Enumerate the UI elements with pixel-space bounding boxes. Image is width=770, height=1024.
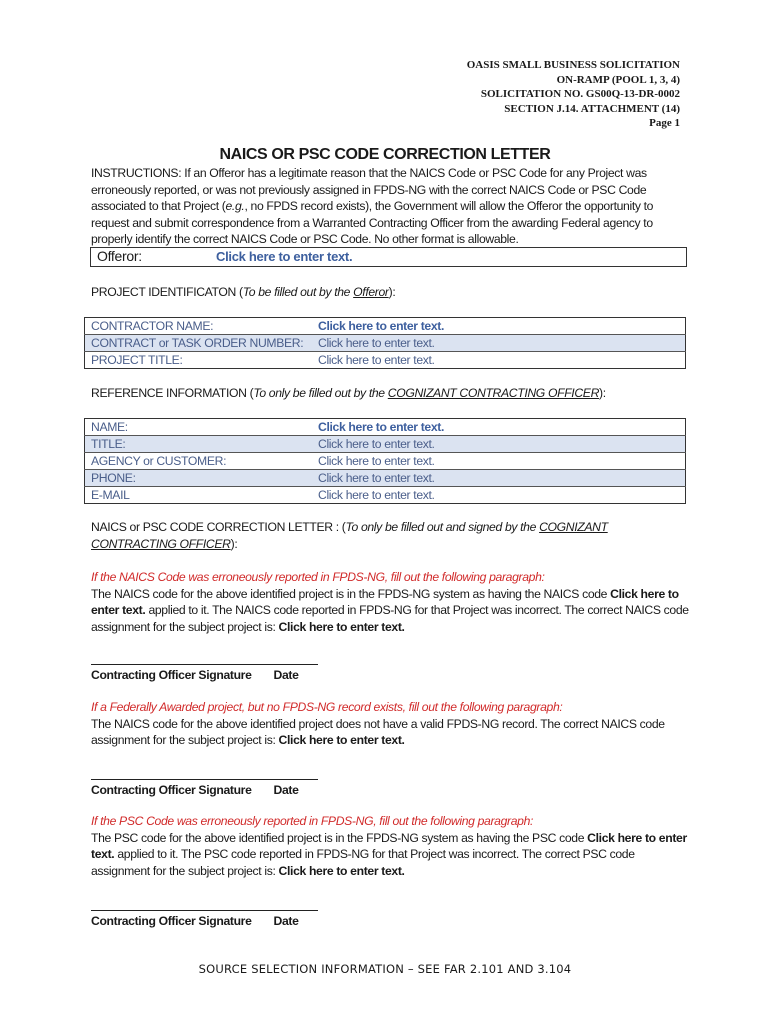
correction-letter-heading: NAICS or PSC CODE CORRECTION LETTER : (To only be filled out and signed by the COGNIZANT CONTRACTING OFFICER): <box>91 520 608 551</box>
project-title-label: PROJECT TITLE: <box>85 352 313 369</box>
paragraph-text: The NAICS code for the above identified project is in the FPDS-NG system as having the NAICS code <box>91 586 611 601</box>
header-line-2: ON-RAMP (POOL 1, 3, 4) <box>556 73 680 86</box>
instructions-text-2: , no FPDS record exists), the Government will allow the Offeror the opportunity to request and submit correspondence from a Warranted Contracting Officer from the awarding Federal agency to properly identify the correct NAICS Code or PSC Code. No other format is allowable. <box>91 199 654 246</box>
offeror-label: Offeror: <box>97 248 142 264</box>
table-row <box>85 335 686 352</box>
title-input[interactable]: Click here to enter text. <box>312 436 686 453</box>
signature-label: Contracting Officer Signature <box>91 668 252 682</box>
contractor-name-label: CONTRACTOR NAME: <box>91 319 214 333</box>
page-title: NAICS OR PSC CODE CORRECTION LETTER <box>219 146 551 163</box>
signature-label-row <box>91 667 299 684</box>
table-row <box>85 470 686 487</box>
instructions <box>91 165 686 248</box>
name-label: NAME: <box>91 420 128 434</box>
phone-label: PHONE: <box>85 470 313 487</box>
signature-line <box>91 664 318 665</box>
table-row <box>85 352 686 369</box>
date-label: Date <box>273 783 299 797</box>
phone-input[interactable]: Click here to enter text. <box>312 470 686 487</box>
reference-table <box>84 418 686 504</box>
signature-line <box>91 779 318 780</box>
email-label: E-MAIL <box>85 487 313 504</box>
signature-label: Contracting Officer Signature <box>91 914 252 928</box>
document-header <box>467 58 680 131</box>
header-line-3: SOLICITATION NO. GS00Q-13-DR-0002 <box>480 88 680 100</box>
table-row <box>85 318 686 335</box>
naics-erroneous-paragraph <box>91 569 691 635</box>
instructions-text-1: INSTRUCTIONS: If an Offeror has a legitimate reason that the NAICS Code or PSC Code for any Project was erroneously reported, or was not previously assigned in FPDS-NG with the correct NAICS Code or PSC Code associated to that Project ( <box>91 166 647 213</box>
correct-naics-input[interactable]: Click here to enter text. <box>278 733 405 747</box>
title-label: TITLE: <box>85 436 313 453</box>
reference-information-heading: REFERENCE INFORMATION (To only be filled out by the COGNIZANT CONTRACTING OFFICER): <box>91 386 606 400</box>
signature-label: Contracting Officer Signature <box>91 783 252 797</box>
psc-code-input[interactable]: Click here to enter text. <box>91 830 687 861</box>
table-row <box>85 453 686 470</box>
table-row <box>85 487 686 504</box>
paragraph-text: applied to it. The PSC code reported in FPDS-NG for that Project was incorrect. The correct PSC code assignment for the subject project is: <box>91 847 635 878</box>
name-input[interactable]: Click here to enter text. <box>318 420 445 434</box>
table-row <box>85 419 686 436</box>
contract-number-input[interactable]: Click here to enter text. <box>312 335 686 352</box>
paragraph-text: applied to it. The NAICS code reported in FPDS-NG for that Project was incorrect. The correct NAICS code assignment for the subject project is: <box>91 603 689 634</box>
page-footer: SOURCE SELECTION INFORMATION – SEE FAR 2.101 AND 3.104 <box>198 962 572 976</box>
signature-label-row <box>91 913 299 930</box>
agency-label: AGENCY or CUSTOMER: <box>85 453 313 470</box>
psc-erroneous-paragraph <box>91 813 691 879</box>
project-table <box>84 317 686 369</box>
contract-number-label: CONTRACT or TASK ORDER NUMBER: <box>85 335 313 352</box>
header-line-1: OASIS SMALL BUSINESS SOLICITATION <box>466 59 680 71</box>
instructions-eg: e.g. <box>225 199 245 213</box>
table-row <box>85 436 686 453</box>
correct-psc-input[interactable]: Click here to enter text. <box>278 863 405 878</box>
email-input[interactable]: Click here to enter text. <box>312 487 686 504</box>
no-fpds-record-paragraph <box>91 699 691 749</box>
signature-line <box>91 910 318 911</box>
naics-code-input[interactable]: Click here to enter text. <box>91 586 679 617</box>
contractor-name-input[interactable]: Click here to enter text. <box>318 319 445 333</box>
condition-text: If a Federally Awarded project, but no FPDS-NG record exists, fill out the following paragraph: <box>91 700 563 714</box>
project-identification-heading: PROJECT IDENTIFICATON (To be filled out by the Offeror): <box>91 285 396 299</box>
condition-text: If the PSC Code was erroneously reported in FPDS-NG, fill out the following paragraph: <box>91 814 534 828</box>
header-line-4: SECTION J.14. ATTACHMENT (14) <box>504 102 680 115</box>
signature-label-row <box>91 782 299 799</box>
date-label: Date <box>273 914 299 928</box>
paragraph-text: The NAICS code for the above identified project does not have a valid FPDS-NG record. The correct NAICS code assignment for the subject project is: <box>91 716 665 747</box>
agency-input[interactable]: Click here to enter text. <box>312 453 686 470</box>
condition-text: If the NAICS Code was erroneously reported in FPDS-NG, fill out the following paragraph: <box>91 570 545 584</box>
page-number: Page 1 <box>649 117 680 129</box>
offeror-input[interactable]: Click here to enter text. <box>216 249 353 264</box>
correct-naics-input[interactable]: Click here to enter text. <box>278 619 405 634</box>
date-label: Date <box>273 668 299 682</box>
offeror-field-box <box>90 247 687 267</box>
project-title-input[interactable]: Click here to enter text. <box>312 352 686 369</box>
paragraph-text: The PSC code for the above identified project is in the FPDS-NG system as having the PSC code <box>91 830 588 845</box>
